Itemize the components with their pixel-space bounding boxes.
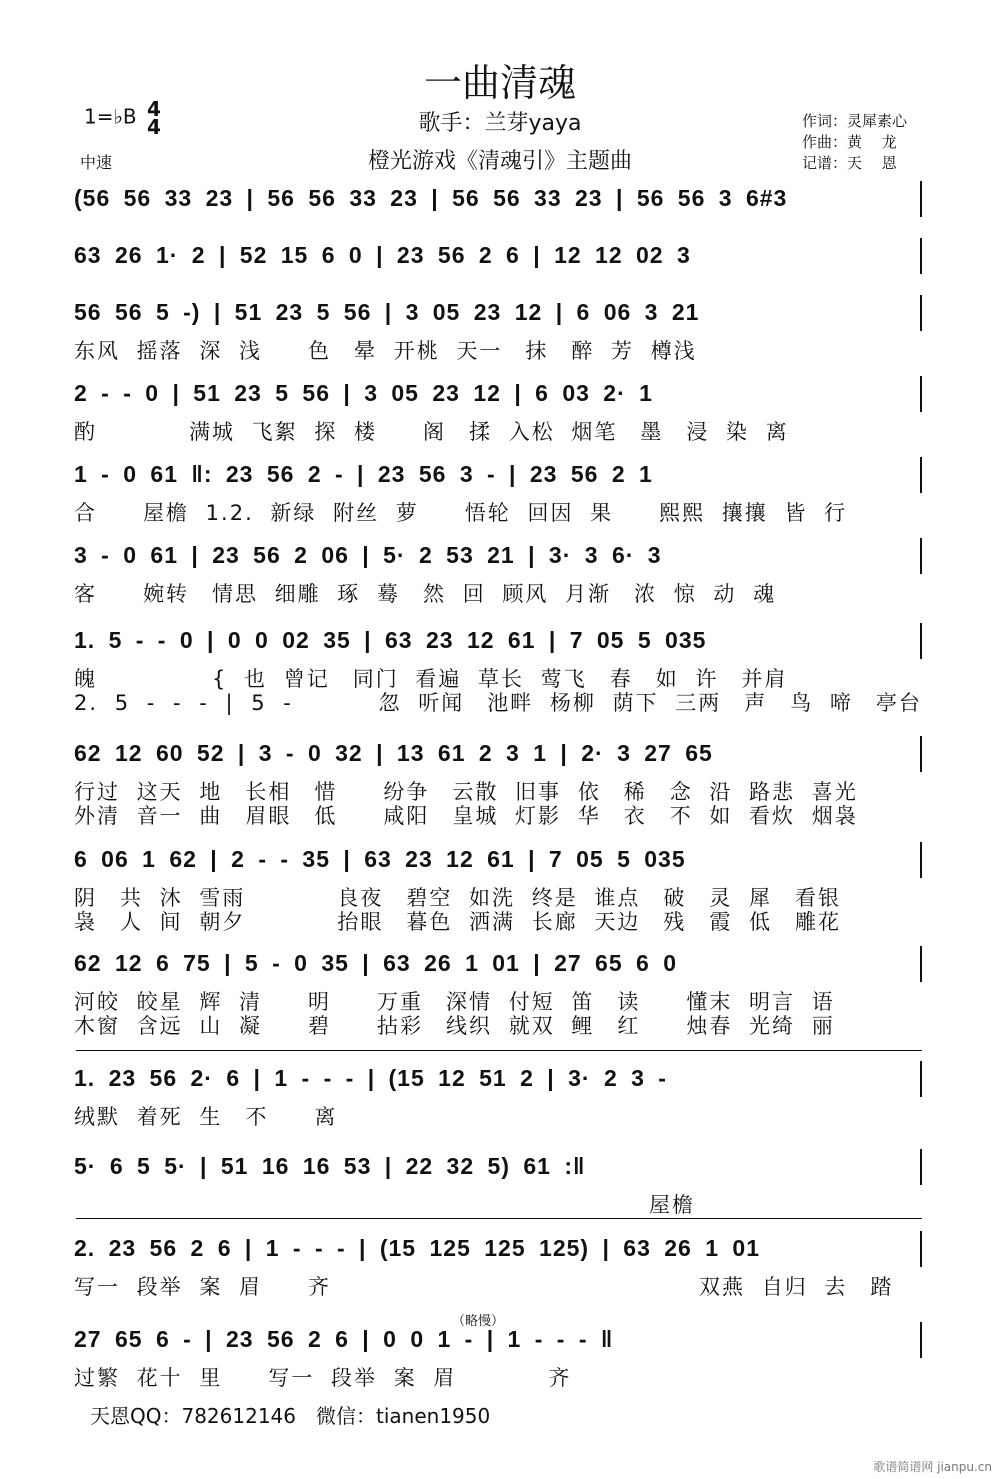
barline xyxy=(920,295,922,331)
notation-row: 5· 6 5 5· | 51 16 16 53 | 22 32 5) 61 :‖ xyxy=(74,1153,586,1179)
barline xyxy=(920,376,922,412)
key-label: 1=♭B xyxy=(84,104,137,129)
notation-row: 56 56 5 -) | 51 23 5 56 | 3 05 23 12 | 6 06 3 21 xyxy=(74,299,700,325)
lyric-line: 河皎 皎星 辉 清 明 万重 深情 付短 笛 读 懂末 明言 语 xyxy=(74,990,835,1014)
notation-row: 6 06 1 62 | 2 - - 35 | 63 23 12 61 | 7 05 5 035 xyxy=(74,846,686,872)
notation-row: 62 12 6 75 | 5 - 0 35 | 63 26 1 01 | 27 65 6 0 xyxy=(74,950,677,976)
time-signature xyxy=(147,97,161,139)
barline xyxy=(920,1231,922,1267)
notation-row: 2 - - 0 | 51 23 5 56 | 3 05 23 12 | 6 03 2· 1 xyxy=(74,380,653,406)
lyric-line: 阴 共 沐 雪雨 良夜 碧空 如洗 终是 谁点 破 灵 犀 看银 xyxy=(74,886,842,910)
lyric-line: 合 屋檐 1.2. 新绿 附丝 萝 悟轮 回因 果 熙熙 攘攘 皆 行 xyxy=(74,501,848,525)
tempo-marking: 中速 xyxy=(80,153,113,172)
lyric-line: 酌 满城 飞絮 探 楼 阁 揉 入松 烟笔 墨 浸 染 离 xyxy=(74,420,789,444)
key-signature xyxy=(84,97,161,139)
lyric-line: 屋檐 xyxy=(74,1193,695,1217)
notation-row: 3 - 0 61 | 23 56 2 06 | 5· 2 53 21 | 3· 3 6· 3 xyxy=(74,542,662,568)
notation-row: 62 12 60 52 | 3 - 0 32 | 13 61 2 3 1 | 2· 3 27 65 xyxy=(74,740,713,766)
slow-marking: （略慢） xyxy=(452,1314,505,1329)
notation-row: 27 65 6 - | 23 56 2 6 | 0 0 1 - | 1 - - - ‖ xyxy=(74,1326,614,1352)
lyric-line: 2. 5 - - - | 5 - 忽 听闻 池畔 杨柳 荫下 三两 声 鸟 啼 亭台 xyxy=(74,691,922,715)
lyric-line: 木窗 含远 山 凝 碧 拈彩 线织 就双 鲤 红 烛春 光绮 丽 xyxy=(74,1014,835,1038)
barline xyxy=(920,736,922,772)
contact-footer: 天恩QQ：782612146 微信：tianen1950 xyxy=(90,1404,491,1428)
volta-bracket-2 xyxy=(76,1218,922,1219)
lyric-line: 魄 { 也 曾记 同门 看遍 草长 莺飞 春 如 许 并肩 xyxy=(74,667,788,691)
composer: 作曲：黄 龙 xyxy=(802,133,897,151)
lyric-line: 行过 这天 地 长相 惜 纷争 云散 旧事 依 稀 念 沿 路悲 喜光 xyxy=(74,780,858,804)
subtitle: 橙光游戏《清魂引》主题曲 xyxy=(367,149,632,174)
notation-row: 1 - 0 61 ‖: 23 56 2 - | 23 56 3 - | 23 56 2 1 xyxy=(74,461,653,487)
watermark: 歌谱简谱网 jianpu.cn xyxy=(873,1460,992,1474)
lyric-line: 写一 段举 案 眉 齐 双燕 自归 去 踏 xyxy=(74,1275,894,1299)
notation-row: 63 26 1· 2 | 52 15 6 0 | 23 56 2 6 | 12 12 02 3 xyxy=(74,242,691,268)
song-title: 一曲清魂 xyxy=(423,61,576,105)
volta-bracket-1 xyxy=(76,1050,922,1051)
lyric-line: 袅 人 间 朝夕 抬眼 暮色 洒满 长廊 天边 残 霞 低 雕花 xyxy=(74,910,842,934)
singer: 歌手：兰芽yaya xyxy=(418,111,582,136)
notation-row: 1. 5 - - 0 | 0 0 02 35 | 63 23 12 61 | 7 05 5 035 xyxy=(74,627,707,653)
notation-row: (56 56 33 23 | 56 56 33 23 | 56 56 33 23 | 56 56 3 6#3 xyxy=(74,185,788,211)
transcriber: 记谱：天 恩 xyxy=(802,154,897,172)
barline xyxy=(920,623,922,659)
lyric-line: 过繁 花十 里 写一 段举 案 眉 齐 xyxy=(74,1366,572,1390)
barline xyxy=(920,946,922,982)
barline xyxy=(920,538,922,574)
lyricist: 作词：灵犀素心 xyxy=(802,112,908,130)
barline xyxy=(920,181,922,217)
notation-row: 2. 23 56 2 6 | 1 - - - | (15 125 125 125) | 63 26 1 01 xyxy=(74,1235,760,1261)
barline xyxy=(920,457,922,493)
time-top: 4 xyxy=(147,97,161,121)
barline xyxy=(920,842,922,878)
barline xyxy=(920,1149,922,1185)
barline xyxy=(920,238,922,274)
time-bottom: 4 xyxy=(147,115,161,139)
lyric-line: 东风 摇落 深 浅 色 晕 开桃 天一 抹 醉 芳 樽浅 xyxy=(74,339,697,363)
barline xyxy=(920,1061,922,1097)
lyric-line: 客 婉转 情思 细雕 琢 蓦 然 回 顾风 月渐 浓 惊 动 魂 xyxy=(74,582,777,606)
notation-row: 1. 23 56 2· 6 | 1 - - - | (15 12 51 2 | 3· 2 3 - xyxy=(74,1065,667,1091)
barline xyxy=(920,1322,922,1358)
lyric-line: 绒默 着死 生 不 离 xyxy=(74,1105,338,1129)
lyric-line: 外清 音一 曲 眉眼 低 咸阳 皇城 灯影 华 衣 不 如 看炊 烟袅 xyxy=(74,804,858,828)
